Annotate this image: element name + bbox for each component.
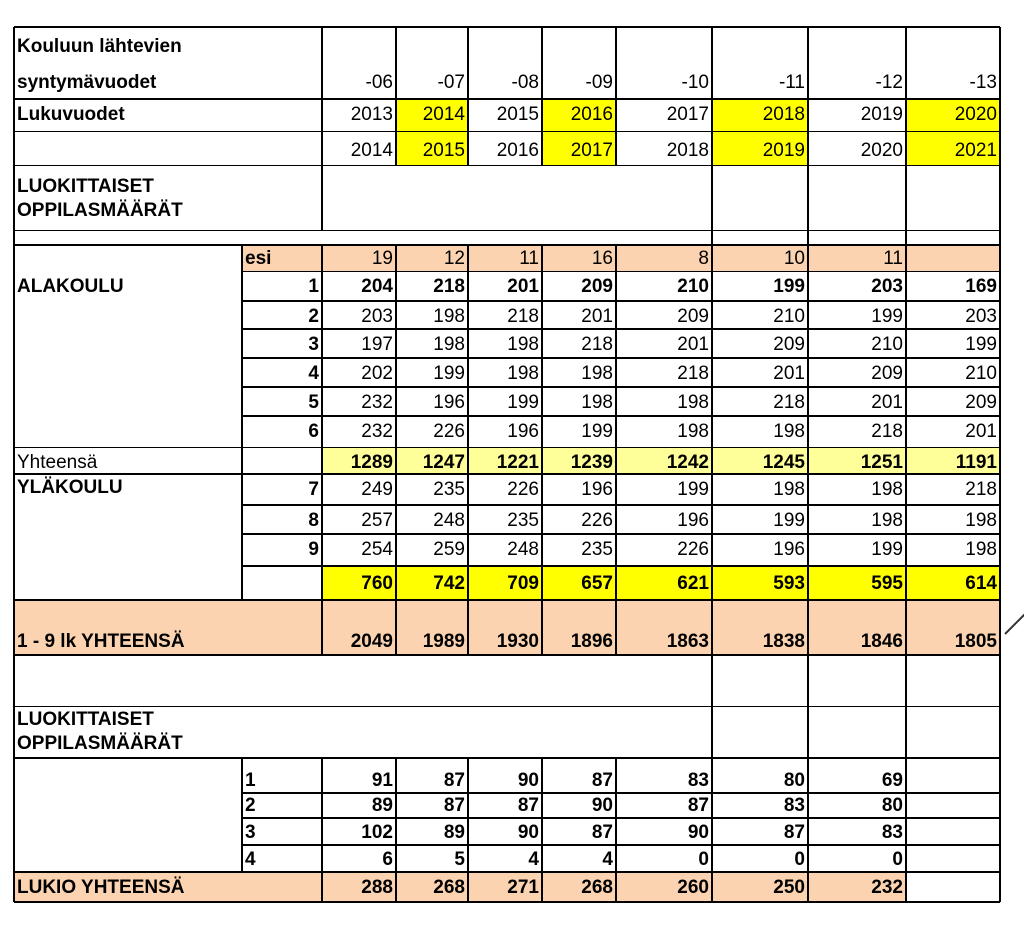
lukio-grade-value: 80	[881, 795, 903, 816]
birth-year: -13	[969, 72, 997, 93]
school-year-start: 2017	[666, 104, 709, 125]
grid-line	[242, 415, 1000, 417]
grade-value: 232	[361, 392, 393, 413]
lukio-total-value: 250	[773, 877, 805, 898]
grade-value: 201	[773, 363, 805, 384]
grade-value: 199	[871, 539, 903, 560]
grid-line	[242, 328, 1000, 330]
lower-total-label: Yhteensä	[17, 452, 98, 473]
lukio-total-value: 271	[507, 877, 539, 898]
grade-value: 210	[965, 363, 997, 384]
school-year-start: 2014	[422, 104, 465, 125]
grade-value: 199	[581, 421, 613, 442]
lukio-grade-value: 4	[602, 849, 613, 870]
lukio-grade-value: 87	[687, 795, 709, 816]
grade-value: 169	[965, 276, 997, 297]
grade-value: 248	[433, 510, 465, 531]
grade-value: 210	[871, 334, 903, 355]
grade-value: 201	[965, 421, 997, 442]
grade-value: 198	[773, 479, 805, 500]
grade-value: 196	[773, 539, 805, 560]
grid-line	[242, 844, 1000, 846]
lukio-grade-value: 89	[443, 822, 465, 843]
upper-total-value: 709	[507, 573, 539, 594]
school-year-end: 2015	[422, 140, 465, 161]
birth-year: -06	[365, 72, 393, 93]
grade-value: 203	[965, 306, 997, 327]
grade-value: 232	[361, 421, 393, 442]
lukio-total-value: 288	[361, 877, 393, 898]
lukio-total-value: 232	[871, 877, 903, 898]
section-title-line1: LUOKITTAISET	[17, 176, 154, 197]
grid-line	[14, 165, 1000, 166]
school-year-start: 2019	[860, 104, 903, 125]
lukio-grade-number: 4	[245, 849, 256, 870]
lower-total-value: 1247	[422, 452, 465, 473]
grade-value: 196	[507, 421, 539, 442]
school-year-start: 2013	[350, 104, 393, 125]
upper-total-value: 657	[581, 573, 613, 594]
lukio-grade-value: 4	[528, 849, 539, 870]
grade-number: 2	[308, 306, 319, 327]
grade-value: 203	[871, 276, 903, 297]
grade-value: 199	[965, 334, 997, 355]
preschool-value: 8	[698, 248, 709, 269]
grade-value: 226	[507, 479, 539, 500]
grade-value: 202	[361, 363, 393, 384]
lower-total-value: 1242	[666, 452, 709, 473]
grade-value: 218	[677, 363, 709, 384]
grade-value: 235	[507, 510, 539, 531]
grade-value: 198	[677, 421, 709, 442]
lukio-total-value: 268	[581, 877, 613, 898]
lower-total-value: 1245	[762, 452, 805, 473]
grid-line	[14, 706, 1000, 707]
grade-value: 210	[677, 276, 709, 297]
grade-value: 199	[677, 479, 709, 500]
upper-total-value: 614	[965, 573, 997, 594]
grade-value: 218	[433, 276, 465, 297]
grid-line	[807, 27, 809, 902]
grade-value: 199	[507, 392, 539, 413]
birth-year: -07	[437, 72, 465, 93]
upper-total-value: 760	[361, 573, 393, 594]
school-year-end: 2019	[762, 140, 805, 161]
lukio-grade-value: 90	[517, 822, 539, 843]
grade-number: 9	[308, 539, 319, 560]
lukio-grade-value: 6	[382, 849, 393, 870]
student-projection-table	[12, 24, 1000, 904]
grade-value: 257	[361, 510, 393, 531]
school-year-end: 2017	[570, 140, 613, 161]
grade-value: 198	[871, 479, 903, 500]
grade-value: 226	[433, 421, 465, 442]
grade-value: 254	[361, 539, 393, 560]
lower-total-value: 1251	[860, 452, 903, 473]
grade-number: 8	[308, 510, 319, 531]
lukio-grade-value: 83	[881, 822, 903, 843]
grand-total-value: 1989	[422, 631, 465, 652]
arrow-pointer-icon	[1003, 610, 1024, 640]
grid-line	[242, 504, 1000, 506]
grade-number: 5	[308, 392, 319, 413]
grid-line	[14, 654, 1000, 656]
preschool-value: 19	[371, 248, 393, 269]
grade-value: 226	[581, 510, 613, 531]
grid-line	[14, 244, 1000, 246]
lukio-grade-value	[906, 793, 1000, 818]
grade-value: 201	[677, 334, 709, 355]
grand-total-value: 1896	[570, 631, 613, 652]
grid-line	[321, 600, 323, 655]
grid-line	[321, 27, 323, 230]
grade-value: 203	[361, 306, 393, 327]
grid-line	[242, 300, 1000, 302]
lukio-grade-value: 89	[371, 795, 393, 816]
lukio-grade-value: 0	[892, 849, 903, 870]
grid-line	[615, 758, 617, 902]
preschool-value: 11	[519, 248, 539, 269]
grid-line	[395, 245, 397, 655]
preschool-value: 12	[443, 248, 465, 269]
lukio-grade-number: 2	[245, 795, 256, 816]
school-year-start: 2015	[496, 104, 539, 125]
header-title-line1: Kouluun lähtevien	[17, 36, 182, 57]
grand-total-label: 1 - 9 lk YHTEENSÄ	[17, 631, 185, 652]
upper-total-value: 595	[871, 573, 903, 594]
grade-value: 196	[677, 510, 709, 531]
grid-line	[241, 245, 243, 600]
grade-value: 198	[871, 510, 903, 531]
lukio-total-value: 268	[433, 877, 465, 898]
grid-line	[241, 758, 243, 872]
birth-year: -11	[778, 72, 805, 93]
school-years-label: Lukuvuodet	[17, 104, 125, 125]
upper-total-value: 621	[677, 573, 709, 594]
school-year-end: 2014	[350, 140, 393, 161]
lukio-grade-value: 87	[443, 795, 465, 816]
lukio-grade-value: 80	[783, 770, 805, 791]
grade-value: 201	[581, 306, 613, 327]
grade-value: 226	[677, 539, 709, 560]
grid-line	[13, 27, 15, 902]
grand-total-value: 1930	[496, 631, 539, 652]
grade-value: 248	[507, 539, 539, 560]
grade-value: 198	[677, 392, 709, 413]
grid-line	[242, 271, 1000, 272]
grid-line	[242, 386, 1000, 388]
grid-line	[14, 901, 1000, 903]
grid-line	[14, 98, 1000, 100]
birth-year: -10	[681, 72, 709, 93]
lukio-grade-value: 5	[454, 849, 465, 870]
lower-total-value: 1221	[496, 452, 539, 473]
grid-line	[242, 533, 1000, 535]
school-year-start: 2020	[954, 104, 997, 125]
grade-value: 198	[773, 421, 805, 442]
lukio-grade-value	[906, 818, 1000, 845]
upper-total-value: 742	[433, 573, 465, 594]
lukio-grade-value: 87	[591, 822, 613, 843]
grade-value: 249	[361, 479, 393, 500]
grid-line	[14, 473, 1000, 475]
grid-line	[541, 27, 543, 165]
lower-total-value: 1289	[350, 452, 393, 473]
grade-value: 199	[773, 276, 805, 297]
lukio-grade-value: 87	[591, 770, 613, 791]
lower-school-label: ALAKOULU	[17, 276, 124, 297]
lukio-grade-value: 87	[783, 822, 805, 843]
grade-value: 198	[581, 392, 613, 413]
lukio-grade-value	[906, 758, 1000, 793]
grade-value: 218	[581, 334, 613, 355]
grade-value: 204	[361, 276, 393, 297]
lukio-grade-value: 83	[783, 795, 805, 816]
grade-value: 209	[965, 392, 997, 413]
lukio-total-label: LUKIO YHTEENSÄ	[17, 877, 185, 898]
grid-line	[14, 599, 1000, 601]
grid-line	[242, 817, 1000, 819]
grid-line	[321, 758, 323, 902]
grade-value: 235	[581, 539, 613, 560]
grand-total-value: 2049	[350, 631, 393, 652]
grade-number: 7	[308, 479, 319, 500]
lukio-total-value	[906, 872, 1000, 902]
grand-total-value: 1838	[762, 631, 805, 652]
grade-value: 218	[773, 392, 805, 413]
lukio-grade-value: 83	[687, 770, 709, 791]
lukio-section-line2: OPPILASMÄÄRÄT	[17, 733, 183, 754]
grade-value: 210	[773, 306, 805, 327]
grade-value: 218	[965, 479, 997, 500]
grade-value: 259	[433, 539, 465, 560]
grade-value: 209	[581, 276, 613, 297]
grade-value: 196	[433, 392, 465, 413]
grid-line	[321, 245, 323, 600]
lower-total-value: 1239	[570, 452, 613, 473]
grid-line	[395, 758, 397, 902]
grade-value: 235	[433, 479, 465, 500]
grade-value: 198	[507, 334, 539, 355]
grade-value: 196	[581, 479, 613, 500]
grade-value: 218	[871, 421, 903, 442]
school-year-start: 2018	[762, 104, 805, 125]
school-year-end: 2021	[954, 140, 997, 161]
grade-value: 209	[677, 306, 709, 327]
grid-line	[242, 792, 1000, 794]
lukio-grade-value: 69	[881, 770, 903, 791]
grand-total-value: 1846	[860, 631, 903, 652]
preschool-value: 11	[883, 248, 903, 269]
grid-line	[711, 27, 713, 902]
school-year-end: 2018	[666, 140, 709, 161]
upper-total-value: 593	[773, 573, 805, 594]
section-title-line2: OPPILASMÄÄRÄT	[17, 200, 183, 221]
grid-line	[14, 131, 1000, 132]
grid-line	[242, 357, 1000, 359]
grade-value: 198	[433, 334, 465, 355]
lukio-grade-value: 90	[687, 822, 709, 843]
grade-value: 197	[361, 334, 393, 355]
grade-value: 201	[871, 392, 903, 413]
grid-line	[615, 245, 617, 655]
lukio-grade-value	[906, 845, 1000, 872]
grid-line	[541, 245, 543, 655]
lukio-grade-value: 102	[361, 822, 393, 843]
birth-year: -09	[585, 72, 613, 93]
grade-number: 3	[308, 334, 319, 355]
upper-school-label: YLÄKOULU	[17, 477, 123, 498]
grid-line	[467, 758, 469, 902]
grade-value: 199	[433, 363, 465, 384]
lukio-grade-value: 87	[517, 795, 539, 816]
birth-year: -12	[875, 72, 903, 93]
lukio-section-line1: LUOKITTAISET	[17, 709, 154, 730]
grade-number: 4	[308, 363, 319, 384]
grid-line	[999, 27, 1001, 902]
preschool-label: esi	[245, 248, 272, 269]
lukio-total-value: 260	[677, 877, 709, 898]
preschool-value: 10	[783, 248, 805, 269]
grade-value: 201	[507, 276, 539, 297]
school-year-end: 2016	[496, 140, 539, 161]
lukio-grade-value: 0	[794, 849, 805, 870]
grade-value: 199	[773, 510, 805, 531]
grade-value: 218	[507, 306, 539, 327]
grade-value: 209	[871, 363, 903, 384]
grade-value: 198	[433, 306, 465, 327]
lukio-grade-number: 1	[245, 770, 256, 791]
grid-line	[14, 26, 1000, 28]
grid-line	[615, 27, 617, 165]
grid-line	[467, 27, 469, 165]
grand-total-value: 1805	[954, 631, 997, 652]
grade-value: 198	[965, 539, 997, 560]
grand-total-value: 1863	[666, 631, 709, 652]
grid-line	[14, 871, 1000, 873]
lukio-grade-number: 3	[245, 822, 256, 843]
school-year-end: 2020	[860, 140, 903, 161]
grid-line	[242, 565, 1000, 567]
grid-line	[467, 245, 469, 655]
lukio-grade-value: 91	[371, 770, 393, 791]
grade-value: 209	[773, 334, 805, 355]
grid-line	[14, 757, 1000, 759]
grade-value: 198	[965, 510, 997, 531]
preschool-value	[906, 245, 1000, 271]
grid-line	[14, 230, 1000, 231]
lukio-grade-value: 0	[698, 849, 709, 870]
school-year-start: 2016	[570, 104, 613, 125]
grid-line	[14, 447, 1000, 448]
lukio-grade-value: 87	[443, 770, 465, 791]
grid-line	[395, 27, 397, 165]
lukio-grade-value: 90	[517, 770, 539, 791]
preschool-value: 16	[591, 248, 613, 269]
lower-total-value: 1191	[955, 452, 997, 473]
grade-number: 6	[308, 421, 319, 442]
grade-value: 198	[507, 363, 539, 384]
grid-line	[541, 758, 543, 902]
grade-value: 198	[581, 363, 613, 384]
grid-line	[905, 27, 907, 902]
lukio-grade-value: 90	[591, 795, 613, 816]
birth-year: -08	[511, 72, 539, 93]
header-title-line2: syntymävuodet	[17, 72, 157, 93]
grade-number: 1	[308, 276, 319, 297]
grade-value: 199	[871, 306, 903, 327]
